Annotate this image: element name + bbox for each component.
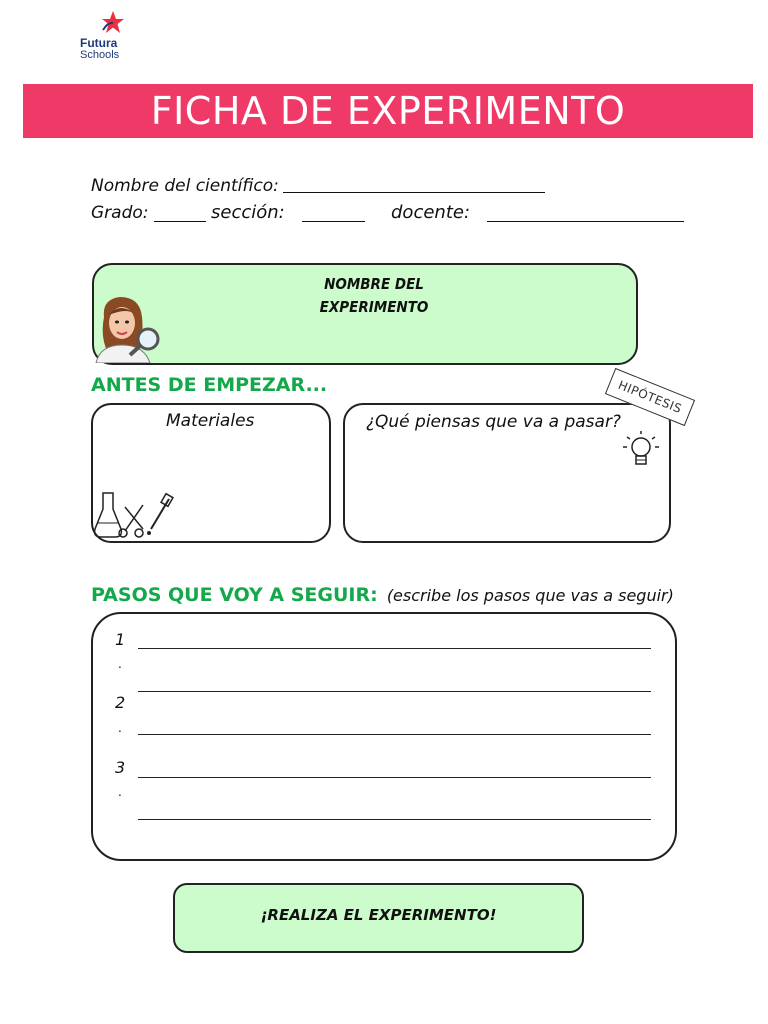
step-dot: .	[118, 657, 122, 671]
grade-label: Grado:	[91, 203, 149, 223]
step-line[interactable]	[138, 734, 651, 735]
step-number: 3	[115, 758, 126, 777]
steps-box	[91, 612, 677, 861]
step-dot: .	[118, 785, 122, 799]
materials-box[interactable]	[91, 403, 331, 543]
page-title: FICHA DE EXPERIMENTO	[150, 89, 626, 133]
section-field[interactable]	[302, 221, 365, 222]
materials-label: Materiales	[166, 411, 255, 431]
teacher-field[interactable]	[487, 221, 684, 222]
step-line[interactable]	[138, 819, 651, 820]
teacher-label: docente:	[391, 202, 471, 223]
school-logo	[78, 10, 140, 66]
prediction-box[interactable]	[343, 403, 671, 543]
logo-line2: Schools	[80, 49, 120, 61]
steps-heading: PASOS QUE VOY A SEGUIR:	[91, 584, 378, 606]
hypothesis-tag: HIPÓTESIS	[605, 368, 695, 426]
experiment-name-label	[294, 273, 454, 319]
step-number: 1	[115, 630, 126, 649]
step-line[interactable]	[138, 691, 651, 692]
section-label: sección:	[211, 202, 285, 223]
star-icon	[100, 10, 124, 36]
logo-line1: Futura	[80, 36, 118, 50]
prediction-label: ¿Qué piensas que va a pasar?	[366, 412, 621, 432]
grade-field[interactable]	[154, 221, 206, 222]
scientist-name-label: Nombre del científico:	[91, 176, 279, 196]
perform-experiment-label: ¡REALIZA EL EXPERIMENTO!	[260, 906, 497, 924]
step-number: 2	[115, 693, 126, 712]
experiment-name-box[interactable]	[92, 263, 638, 365]
steps-heading-row	[91, 584, 674, 606]
title-banner	[23, 84, 753, 138]
lightbulb-icon	[619, 429, 663, 473]
step-line[interactable]	[138, 777, 651, 778]
steps-hint: (escribe los pasos que vas a seguir)	[386, 586, 674, 605]
experiment-name-line2: EXPERIMENTO	[319, 298, 429, 316]
lab-tools-icon	[93, 489, 179, 543]
perform-experiment-box	[173, 883, 584, 953]
scientist-name-field[interactable]	[283, 192, 545, 193]
step-line[interactable]	[138, 648, 651, 649]
experiment-name-line1: NOMBRE DEL	[324, 275, 424, 293]
step-dot: .	[118, 721, 122, 735]
scientist-magnifier-icon	[92, 293, 170, 363]
before-heading: ANTES DE EMPEZAR...	[91, 374, 328, 396]
